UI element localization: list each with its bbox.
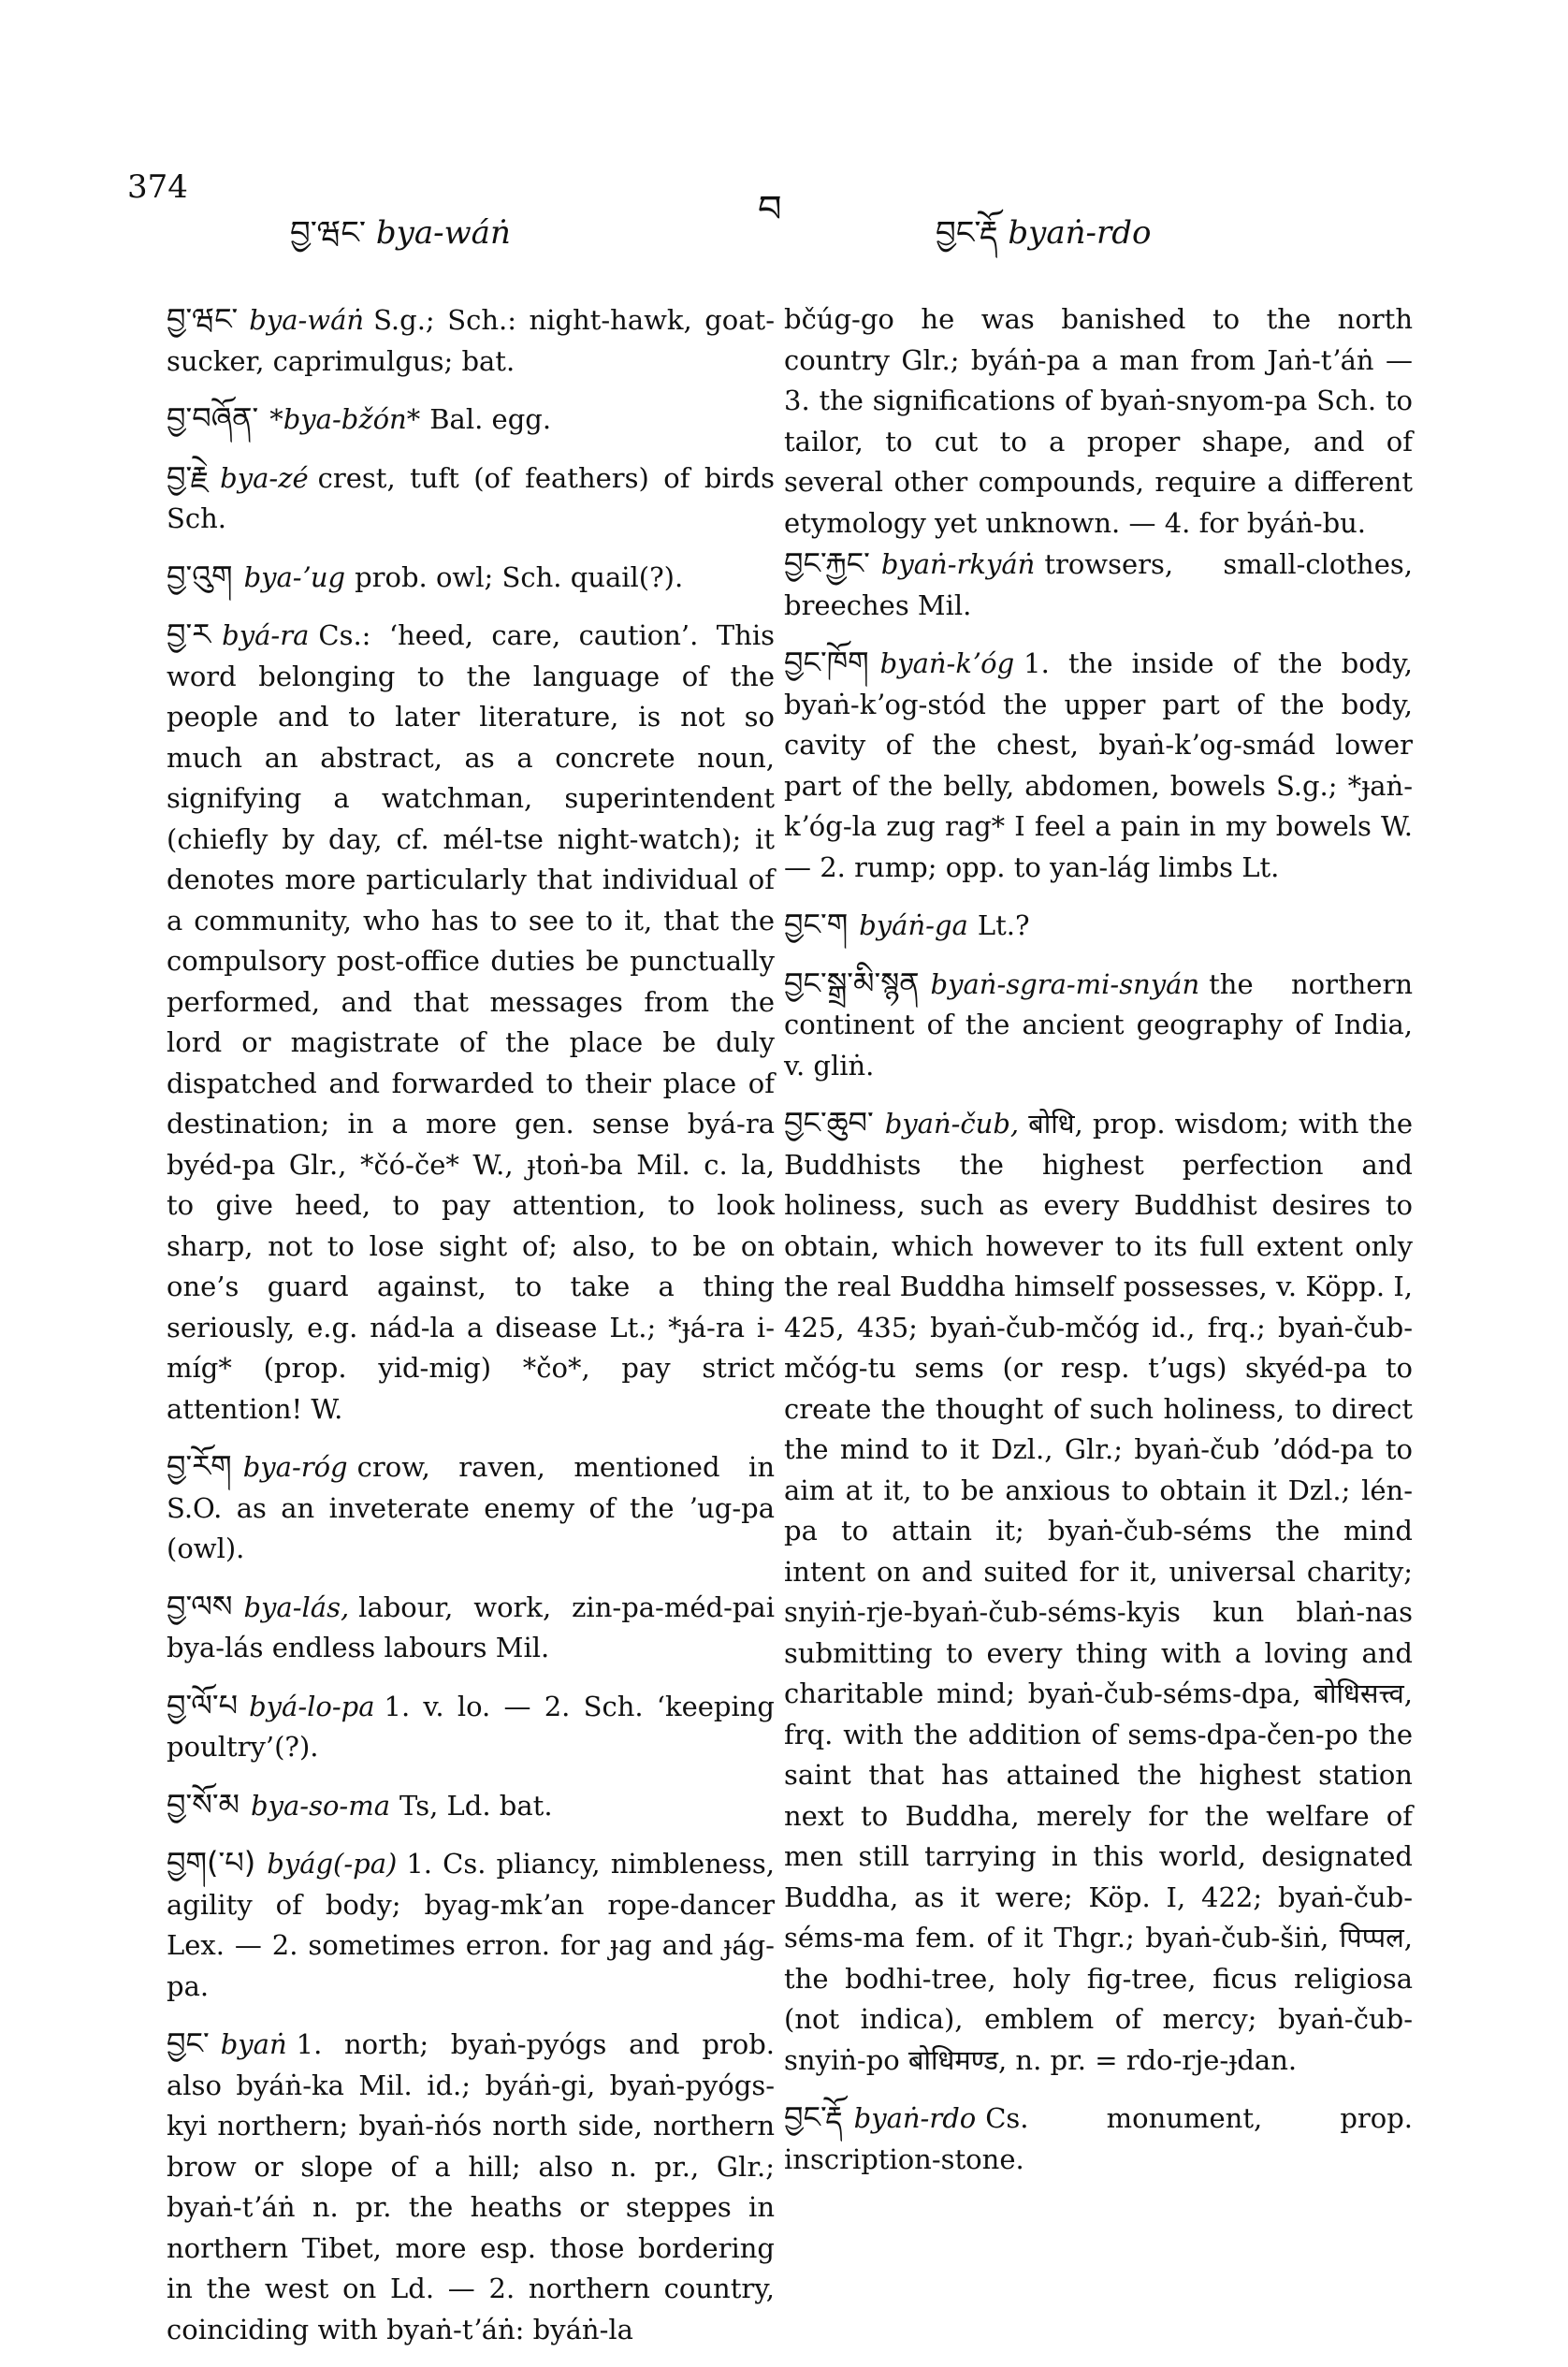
entry-tibetan: བྱང་ཁོག	[784, 645, 869, 680]
dictionary-entry	[167, 557, 775, 599]
entry-headword: bya-zé	[220, 461, 309, 494]
right-running-head-tibetan: བྱང་རྡོ	[936, 214, 998, 252]
right-column	[784, 299, 1413, 2197]
dictionary-entry	[167, 457, 775, 540]
page-number: 374	[127, 168, 188, 206]
dictionary-entry	[167, 1686, 775, 1768]
left-running-head-tibetan: བྱ་ཝང་	[290, 214, 367, 252]
entry-headword: byaṅ-rdo	[853, 2102, 977, 2134]
left-running-head-translit: bya-wáṅ	[375, 214, 511, 252]
entry-definition: crow, raven, mentioned in S.O. as an inveterate enemy of the ʼug-pa (owl).	[167, 1451, 775, 1564]
entry-headword: bya-so-ma	[251, 1789, 390, 1822]
dictionary-entry	[167, 1785, 775, 1827]
entry-tibetan: བྱ་རོག	[167, 1448, 232, 1484]
dictionary-entry	[167, 1446, 775, 1570]
dictionary-entry	[784, 1103, 1413, 2081]
entry-definition: labour, work, zin-pa-méd-pai bya-lás endless labours Mil.	[167, 1590, 775, 1663]
entry-continuation: bčúg-go he was banished to the north country Glr.; byáṅ-pa a man from Jaṅ-tʼáṅ — 3. the significations of byaṅ-snyom-pa Sch. to tailor, to cut to a proper shape, and of several other compounds, require a different etymology yet unknown. — 4. for byáṅ-bu.	[784, 303, 1413, 539]
entry-definition: Bal. egg.	[429, 403, 552, 435]
right-running-head	[936, 196, 1151, 286]
entry-definition: Cs. monument, prop. inscription-stone.	[784, 2102, 1413, 2175]
entry-headword: byaṅ-kʼóg	[879, 647, 1015, 679]
entry-definition: 1. Cs. pliancy, nimbleness, agility of body; byag-mkʼan rope-dancer Lex. — 2. sometimes erron. for ɟag and ɟág-pa.	[167, 1848, 775, 2002]
entry-tibetan: བྱང་རྡོ	[784, 2099, 843, 2135]
dictionary-entry	[784, 2098, 1413, 2180]
entry-tibetan: བྱ་སོ་མ	[167, 1786, 240, 1822]
entry-definition: crest, tuft (of feathers) of birds Sch.	[167, 461, 775, 534]
dictionary-entry	[784, 964, 1413, 1087]
entry-definition: prob. owl; Sch. quail(?).	[355, 560, 684, 593]
dictionary-entry	[784, 544, 1413, 626]
entry-headword: bya-ʼug	[243, 560, 346, 593]
entry-tibetan: བྱ་ལས	[167, 1588, 233, 1624]
entry-definition: 1. north; byaṅ-pyógs and prob. also byáṅ-ka Mil. id.; byáṅ-gi, byaṅ-pyógs-kyi northern; byaṅ-ṅós north side, northern brow or slope of a hill; also n. pr., Glr.; byaṅ-tʼáṅ n. pr. the heaths or steppes in northern Tibet, more esp. those bordering in the west on Ld. — 2. northern country, coinciding with byaṅ-tʼáṅ: byáṅ-la	[167, 2028, 775, 2345]
entry-headword: byaṅ-čub,	[884, 1108, 1020, 1140]
entry-headword: byáṅ-ga	[859, 909, 968, 941]
section-letter: བ	[758, 188, 782, 231]
dictionary-entry	[784, 905, 1413, 947]
entry-tibetan: བྱང་རྐྱང་	[784, 545, 870, 581]
entry-headword: byá-lo-pa	[249, 1690, 375, 1722]
entry-definition: 1. the inside of the body, byaṅ-kʼog-stód the upper part of the body, cavity of the chest, byaṅ-kʼog-smád lower part of the belly, abdomen, bowels S.g.; *ɟaṅ-kʼóg-la zug rag* I feel a pain in my bowels W. — 2. rump; opp. to yan-lág limbs Lt.	[784, 647, 1413, 883]
entry-tibetan: བྱ་རྗེ	[167, 458, 210, 495]
dictionary-entry	[167, 1843, 775, 2007]
right-running-head-translit: byaṅ-rdo	[1008, 214, 1152, 252]
entry-definition: S.g.; Sch.: night-hawk, goat-sucker, caprimulgus; bat.	[167, 304, 775, 377]
entry-headword: byaṅ	[220, 2028, 287, 2060]
entry-definition: Cs.: ‘heed, care, caution’. This word belonging to the language of the people and to later literature, is not so much an abstract, as a concrete noun, signifying a watchman, superintendent (chiefly by day, cf. mél-tse night-watch); it denotes more particularly that individual of a community, who has to see to it, that the compulsory post-office duties be punctually performed, and that messages from the lord or magistrate of the place be duly dispatched and forwarded to their place of destination; in a more gen. sense byá-ra byéd-pa Glr., *čó-če* W., ɟtoṅ-ba Mil. c. la, to give heed, to pay attention, to look sharp, not to lose sight of; also, to be on one’s guard against, to take a thing seriously, e.g. nád-la a disease Lt.; *ɟá-ra i-míg* (prop. yid-mig) *čo*, pay strict attention! W.	[167, 619, 775, 1425]
entry-headword: byaṅ-sgra-mi-snyán	[930, 967, 1200, 1000]
entry-tibetan: བྱ་ཝང་	[167, 301, 239, 337]
entry-definition: 1. v. lo. — 2. Sch. ‘keeping poultry’(?).	[167, 1690, 775, 1763]
dictionary-entry	[167, 615, 775, 1430]
entry-tibetan: བྱང་ག	[784, 907, 849, 942]
dictionary-entry	[167, 2024, 775, 2350]
entry-definition: the northern continent of the ancient geography of India, v. gliṅ.	[784, 967, 1413, 1082]
entry-headword: bya-wáṅ	[249, 304, 365, 336]
entry-tibetan: བྱ་འུག	[167, 558, 233, 594]
entry-tibetan: བྱ་བཞོན་	[167, 400, 259, 436]
entry-definition: Lt.?	[977, 909, 1030, 941]
page-header	[0, 140, 1568, 253]
dictionary-entry	[167, 299, 775, 382]
entry-headword: byág(-pa)	[267, 1848, 398, 1880]
entry-tibetan: བྱ་ར	[167, 617, 211, 652]
entry-tibetan: བྱང་སྒྲ་མི་སྙན	[784, 965, 920, 1001]
entry-definition: बोधि, prop. wisdom; with the Buddhists the highest perfection and holiness, such as every Buddhist desires to obtain, which however to its full extent only the real Buddha himself possesses, v. Köpp. I, 425, 435; byaṅ-čub-mčóg id., frq.; byaṅ-čub-mčóg-tu sems (or resp. tʼugs) skyéd-pa to create the thought of such holiness, to direct the mind to it Dzl., Glr.; byaṅ-čub ʼdód-pa to aim at it, to be anxious to obtain it Dzl.; lén-pa to attain it; byaṅ-čub-séms the mind intent on and suited for it, universal charity; snyiṅ-rje-byaṅ-čub-séms-kyis kun blaṅ-nas submitting to every thing with a loving and charitable mind; byaṅ-čub-séms-dpa, बोधिसत्त्व, frq. with the addition of sems-dpa-čen-po the saint that has attained the highest station next to Buddha, merely for the welfare of men still tarrying in this world, designated Buddha, as it were; Köp. I, 422; byaṅ-čub-séms-ma fem. of it Thgr.; byaṅ-čub-šiṅ, पिप्पल, the bodhi-tree, holy fig-tree, ficus religiosa (not indica), emblem of mercy; byaṅ-čub-snyiṅ-po बोधिमण्ड, n. pr. = rdo-rje-ɟdan.	[784, 1108, 1413, 2076]
entry-tibetan: བྱང་ཆུབ་	[784, 1105, 874, 1140]
entry-headword: byá-ra	[222, 619, 310, 651]
left-column	[167, 299, 775, 2367]
entry-tibetan: བྱག(་པ)	[167, 1845, 256, 1881]
dictionary-entry	[784, 643, 1413, 888]
entry-headword: byaṅ-rkyáṅ	[880, 548, 1036, 580]
entry-headword: bya-lás,	[243, 1590, 350, 1623]
dictionary-entry	[167, 399, 775, 441]
entry-definition: Ts, Ld. bat.	[399, 1789, 553, 1822]
entry-tibetan: བྱ་ལོ་པ	[167, 1687, 239, 1723]
entry-headword: bya-róg	[242, 1451, 348, 1483]
left-running-head	[290, 196, 511, 286]
entry-definition: trowsers, small-clothes, breeches Mil.	[784, 548, 1413, 621]
entry-tibetan: བྱང་	[167, 2026, 210, 2061]
dictionary-entry	[167, 1587, 775, 1669]
entry-headword: *bya-bžón*	[269, 403, 421, 435]
